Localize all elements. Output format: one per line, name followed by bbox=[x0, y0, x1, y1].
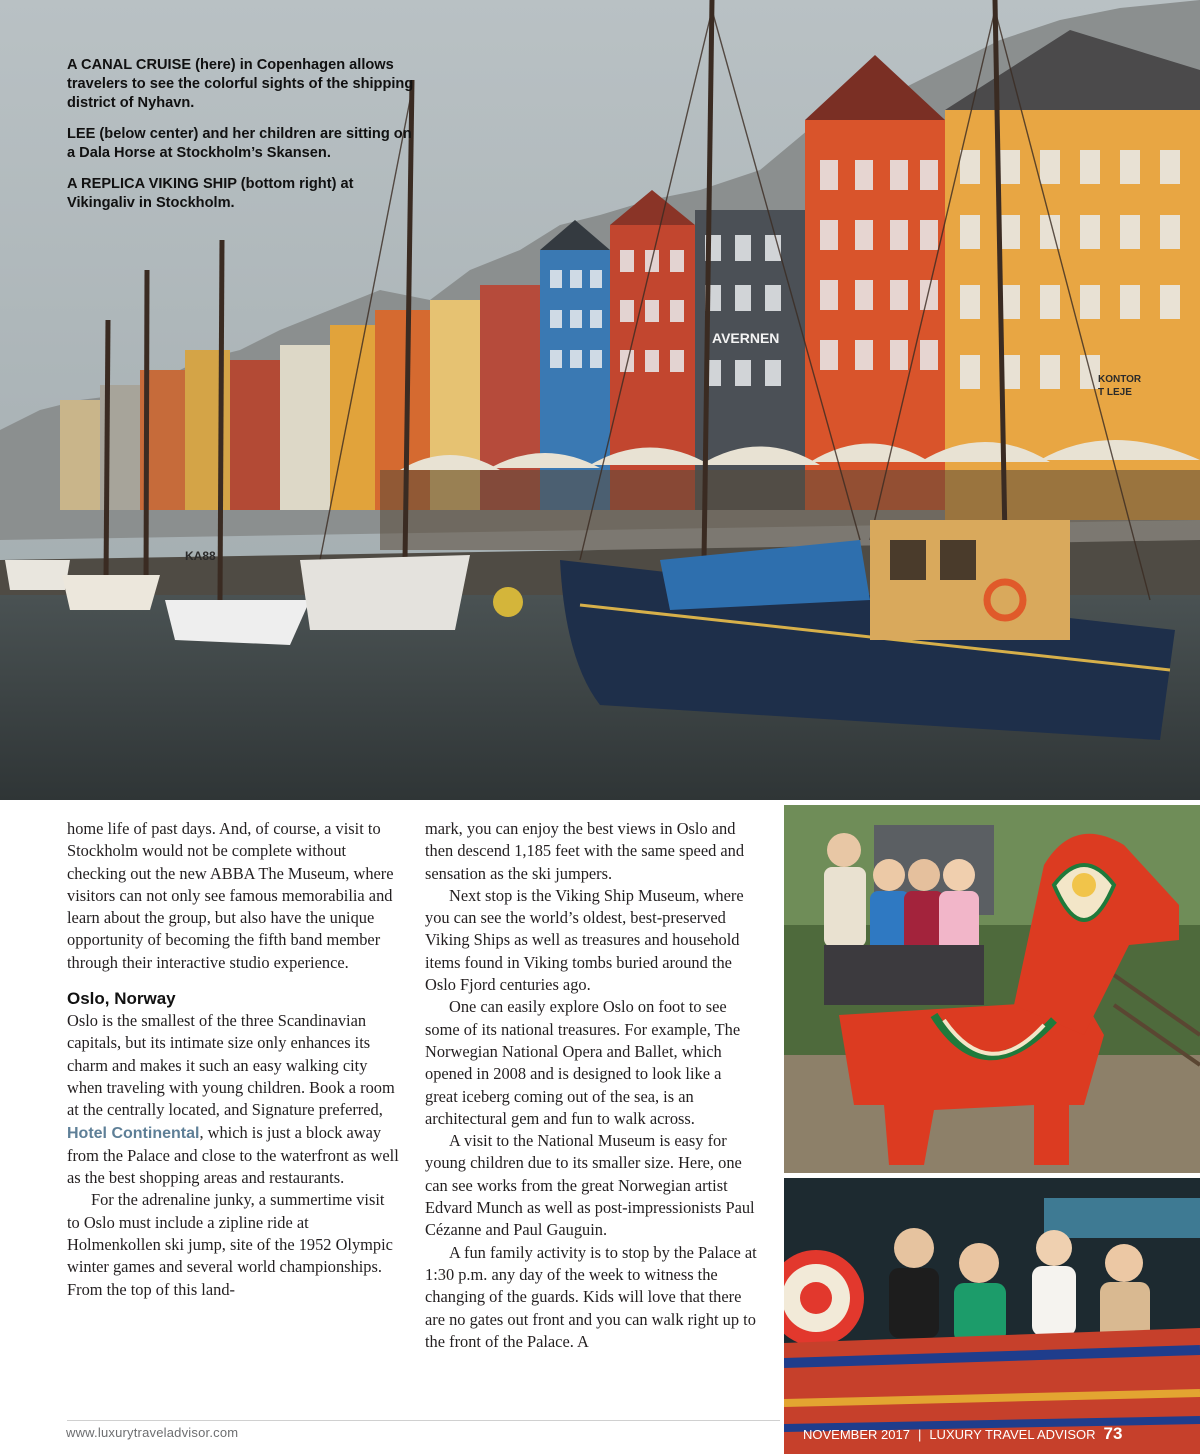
folio-separator: | bbox=[917, 1426, 922, 1442]
footer-website-url[interactable]: www.luxurytraveladvisor.com bbox=[66, 1425, 239, 1440]
magazine-name: LUXURY TRAVEL ADVISOR bbox=[929, 1426, 1096, 1442]
paragraph-zipline: For the adrenaline junky, a summertime visit to Oslo must include a zipline ride at Holmenkollen ski jump, site of the 1952 Olympic winter games and several world championships. From the top of this land- bbox=[67, 1190, 393, 1299]
paragraph-national-opera: One can easily explore Oslo on foot to see some of its national treasures. For example, The Norwegian National Opera and Ballet, which opened in 2008 and is designed to look like a great iceberg coming out of the sea, is an architectural gem and fun to walk across. bbox=[425, 997, 741, 1128]
issue-date: NOVEMBER 2017 bbox=[803, 1426, 910, 1442]
paragraph-holmenkollen-views: mark, you can enjoy the best views in Oslo and then descend 1,185 feet with the same speed and sensation as the ski jumpers. bbox=[425, 819, 745, 883]
caption-viking-ship: A REPLICA VIKING SHIP (bottom right) at Vikingaliv in Stockholm. bbox=[67, 176, 354, 211]
photo-dala-horse bbox=[784, 805, 1200, 1173]
paragraph-changing-guards: A fun family activity is to stop by the Palace at 1:30 p.m. any day of the week to witness the changing of the guards. Kids will love that there are no gates out front and you can walk right up to the front of the Palace. A bbox=[425, 1242, 757, 1351]
boat-name-text: KA88 bbox=[185, 549, 216, 563]
photo-viking-ship bbox=[784, 1178, 1200, 1454]
paragraph-national-museum: A visit to the National Museum is easy for young children due to its smaller size. Here, one can see works from the great Norwegian artist Edvard Munch as well as post-impressionists Paul Cézanne and Paul Gauguin. bbox=[425, 1131, 755, 1240]
caption-dala-horse: LEE (below center) and her children are sitting on a Dala Horse at Stockholm’s Skansen. bbox=[67, 126, 412, 161]
paragraph-viking-ship-museum: Next stop is the Viking Ship Museum, where you can see the world’s oldest, best-preserved Viking Ships as well as treasures and household items found in Viking tombs buried around the Oslo Fjord centuries ago. bbox=[425, 885, 744, 995]
article-column-2 bbox=[425, 818, 757, 1353]
hotel-continental-link[interactable]: Hotel Continental bbox=[67, 1124, 200, 1142]
section-heading-oslo: Oslo, Norway bbox=[67, 989, 176, 1009]
page-folio bbox=[803, 1423, 1122, 1445]
shop-sign-text-1: KONTOR bbox=[1098, 374, 1142, 385]
caption-canal-cruise: A CANAL CRUISE (here) in Copenhagen allows travelers to see the colorful sights of the shipping district of Nyhavn. bbox=[67, 57, 414, 111]
viking-ship-illustration bbox=[784, 1178, 1200, 1454]
photo-captions bbox=[67, 56, 417, 225]
paragraph-oslo-intro-start: Oslo is the smallest of the three Scandinavian capitals, but its intimate size only enhances its charm and makes it such an easy walking city when traveling with young children. Book a room at the centrally located, and Signature preferred, bbox=[67, 1011, 395, 1120]
paragraph-oslo-intro-end: , which is just a block away from the Palace and close to the waterfront as well as the best shopping areas and restaurants. bbox=[67, 1122, 399, 1188]
paragraph-oslo-intro bbox=[67, 1010, 399, 1189]
shop-sign-text-2: T LEJE bbox=[1098, 387, 1132, 398]
page-number: 73 bbox=[1103, 1424, 1123, 1443]
paragraph-abba-museum: home life of past days. And, of course, a visit to Stockholm would not be complete without checking out the new ABBA The Museum, where visitors can not only see famous memorabilia and learn about the group, but also have the unique opportunity of becoming the fifth band member through their interactive studio experience. bbox=[67, 819, 394, 972]
building-sign-text: AVERNEN bbox=[712, 330, 780, 346]
dala-horse-illustration bbox=[784, 805, 1200, 1173]
article-column-1 bbox=[67, 818, 399, 1301]
footer-divider bbox=[67, 1420, 780, 1421]
